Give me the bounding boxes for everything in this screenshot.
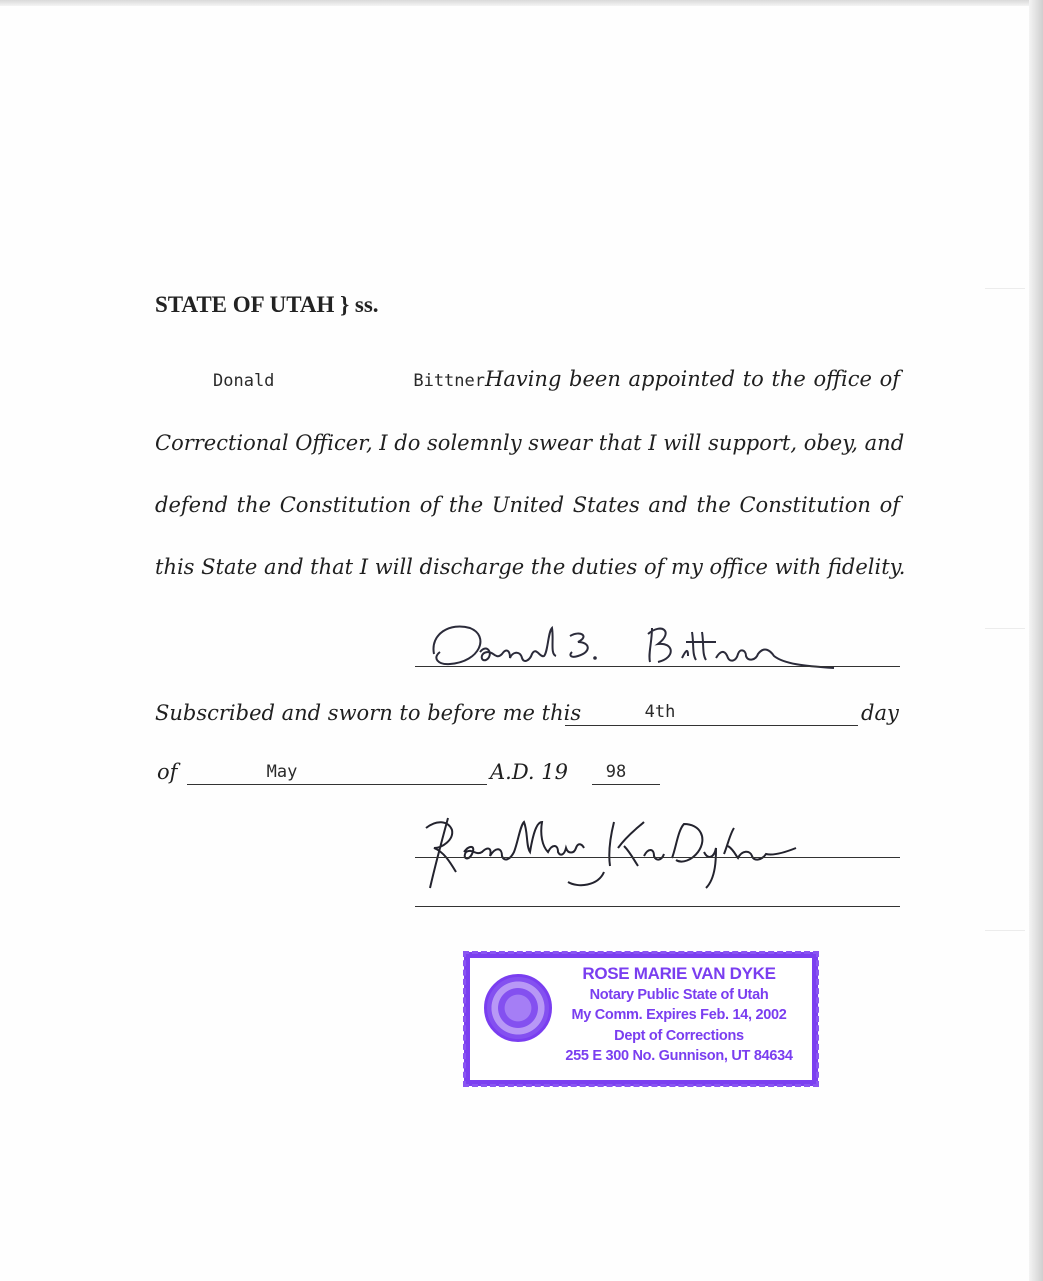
notary-stamp-text bbox=[540, 964, 818, 1067]
stamp-address: 255 E 300 No. Gunnison, UT 84634 bbox=[565, 1048, 793, 1064]
month-line bbox=[187, 784, 487, 785]
day-line bbox=[565, 725, 858, 726]
oath-paragraph bbox=[155, 348, 906, 598]
notary-stamp bbox=[464, 952, 818, 1086]
stamp-department: Dept of Corrections bbox=[614, 1027, 744, 1044]
day-value: 4th bbox=[644, 702, 676, 722]
oath-line-3: defend the Constitution of the United States and the Constitution of bbox=[155, 493, 900, 517]
month-value: May bbox=[266, 762, 298, 782]
year-line bbox=[592, 784, 660, 785]
oath-line-1-text: Having been appointed to the office of bbox=[485, 367, 900, 391]
scan-top-edge bbox=[0, 0, 1043, 6]
stamp-name: ROSE MARIE VAN DYKE bbox=[582, 964, 776, 983]
of-label: of bbox=[157, 760, 178, 784]
day-suffix: day bbox=[861, 701, 899, 725]
notary-signature bbox=[418, 812, 818, 898]
subscribed-text: Subscribed and sworn to before me this bbox=[155, 701, 582, 725]
notary-second-line bbox=[415, 906, 900, 907]
stamp-title: Notary Public State of Utah bbox=[589, 986, 769, 1003]
oath-line-4: this State and that I will discharge the duties of my office with fidelity. bbox=[155, 555, 906, 579]
stamp-expiry: My Comm. Expires Feb. 14, 2002 bbox=[571, 1007, 787, 1023]
affiant-signature bbox=[420, 614, 860, 674]
bleed-through-line bbox=[985, 628, 1025, 629]
bleed-through-line bbox=[985, 288, 1025, 289]
oath-line-2: Correctional Officer, I do solemnly swear that I will support, obey, and bbox=[155, 431, 905, 455]
year-value: 98 bbox=[605, 762, 627, 782]
bleed-through-line bbox=[985, 930, 1025, 931]
oath-line-1 bbox=[155, 348, 900, 412]
document-heading: STATE OF UTAH } ss. bbox=[155, 292, 379, 317]
notary-signature-line bbox=[415, 857, 900, 858]
ad-label: A.D. 19 bbox=[490, 760, 569, 784]
affiant-signature-line bbox=[415, 666, 900, 667]
scan-right-edge bbox=[1029, 0, 1043, 1281]
affiant-name: Donald Bittner bbox=[213, 371, 485, 391]
